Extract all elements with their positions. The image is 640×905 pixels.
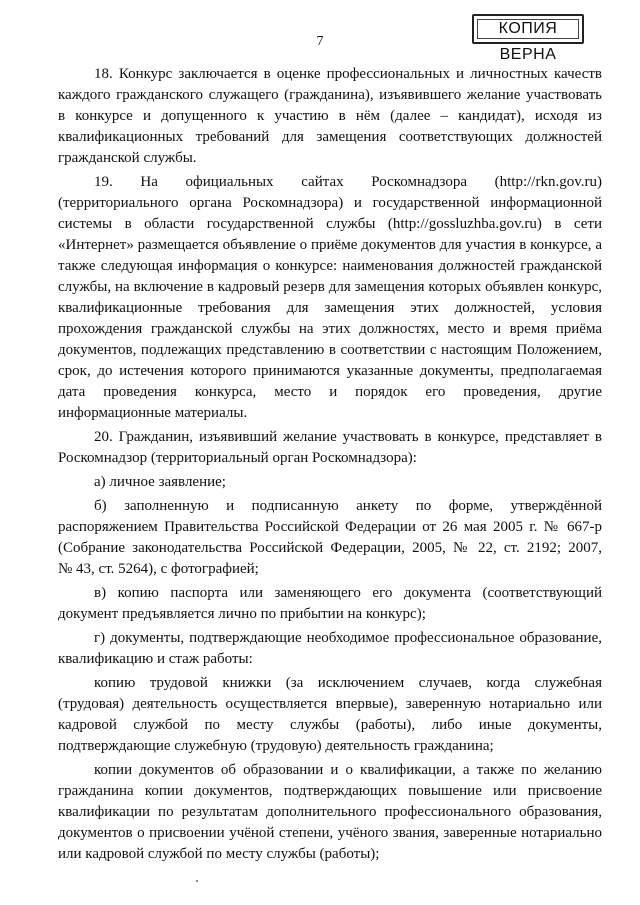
text-line: квалификационных требований для замещения соответствующих должностей [58, 129, 602, 145]
text-line: документов о присвоении учёной степени, учёного звания, заверенные нотариально [58, 825, 602, 841]
text-line: (трудовая) деятельность осуществляется впервые), заверенную нотариально или [58, 696, 602, 712]
certified-copy-stamp: КОПИЯ ВЕРНА [472, 14, 584, 44]
text-line: 18. Конкурс заключается в оценке профессиональных и личностных качеств [94, 66, 602, 82]
item-b [58, 496, 602, 580]
text-line: в конкурсе и допущенного к участию в нём (далее – кандидат), исходя из [58, 108, 602, 124]
text-line: информационные материалы. [58, 405, 248, 421]
text-line: документов, подлежащих представлению в соответствии с настоящим Положением, [58, 342, 602, 358]
text-line: распоряжением Правительства Российской Федерации от 26 мая 2005 г. № 667-р [58, 519, 602, 535]
text-line: также следующая информация о конкурсе: наименования должностей гражданской [58, 258, 602, 274]
item-g-education-documents [58, 760, 602, 865]
item-g [58, 628, 602, 670]
item-g-employment-record [58, 673, 602, 757]
text-line: б) заполненную и подписанную анкету по форме, утверждённой [94, 498, 602, 514]
text-line: копию трудовой книжки (за исключением случаев, когда служебная [94, 675, 602, 691]
text-line: 20. Гражданин, изъявивший желание участвовать в конкурсе, представляет в [94, 429, 602, 445]
text-line: квалификации по результатам дополнительного профессионального образования, [58, 804, 602, 820]
page-number: 7 [316, 34, 324, 49]
text-line: гражданской службы. [58, 150, 197, 166]
text-line: службы, на включение в кадровый резерв для замещения которых объявлен конкурс, [58, 279, 602, 295]
text-line: подтверждающие служебную (трудовую) деятельность гражданина; [58, 738, 494, 754]
text-line: каждого гражданского служащего (гражданина), изъявившего желание участвовать [58, 87, 602, 103]
text-line: № 43, ст. 5264), с фотографией; [58, 561, 259, 577]
text-line: гражданина копии документов, подтверждающих повышение или присвоение [58, 783, 602, 799]
text-line: квалификацию и стаж работы: [58, 651, 253, 667]
document-body [58, 64, 602, 868]
text-line: квалификационные требования для замещения этих должностей, условия [58, 300, 602, 316]
text-line: 19. На официальных сайтах Роскомнадзора (http://rkn.gov.ru) [94, 174, 602, 190]
paragraph-18 [58, 64, 602, 169]
text-line: копии документов об образовании и о квалификации, а также по желанию [94, 762, 602, 778]
paragraph-20 [58, 427, 602, 469]
text-line: Роскомнадзор (территориальный орган Роскомнадзора): [58, 450, 417, 466]
text-line: а) личное заявление; [94, 474, 226, 490]
paragraph-19 [58, 172, 602, 424]
text-line: срок, до истечения которого принимаются указанные документы, предполагаемая [58, 363, 602, 379]
text-line: (территориального органа Роскомнадзора) и государственной информационной [58, 195, 602, 211]
text-line: г) документы, подтверждающие необходимое профессиональное образование, [94, 630, 602, 646]
item-a [58, 472, 602, 493]
text-line: документ предъявляется лично по прибытии на конкурс); [58, 606, 426, 622]
text-line: прохождения гражданской службы на этих должностях, место и время приёма [58, 321, 602, 337]
text-line: системы в области государственной службы (http://gossluzhba.gov.ru) в сети [58, 216, 602, 232]
text-line: или кадровой службой по месту службы (работы); [58, 846, 380, 862]
text-line: дата проведения конкурса, место и порядок его проведения, другие [58, 384, 602, 400]
text-line: в) копию паспорта или заменяющего его документа (соответствующий [94, 585, 602, 601]
text-line: «Интернет» размещается объявление о приёме документов для участия в конкурсе, а [58, 237, 602, 253]
scan-artifact [196, 880, 198, 882]
text-line: (Собрание законодательства Российской Федерации, 2005, № 22, ст. 2192; 2007, [58, 540, 602, 556]
item-v [58, 583, 602, 625]
text-line: кадровой службой по месту службы (работы), либо иные документы, [58, 717, 602, 733]
